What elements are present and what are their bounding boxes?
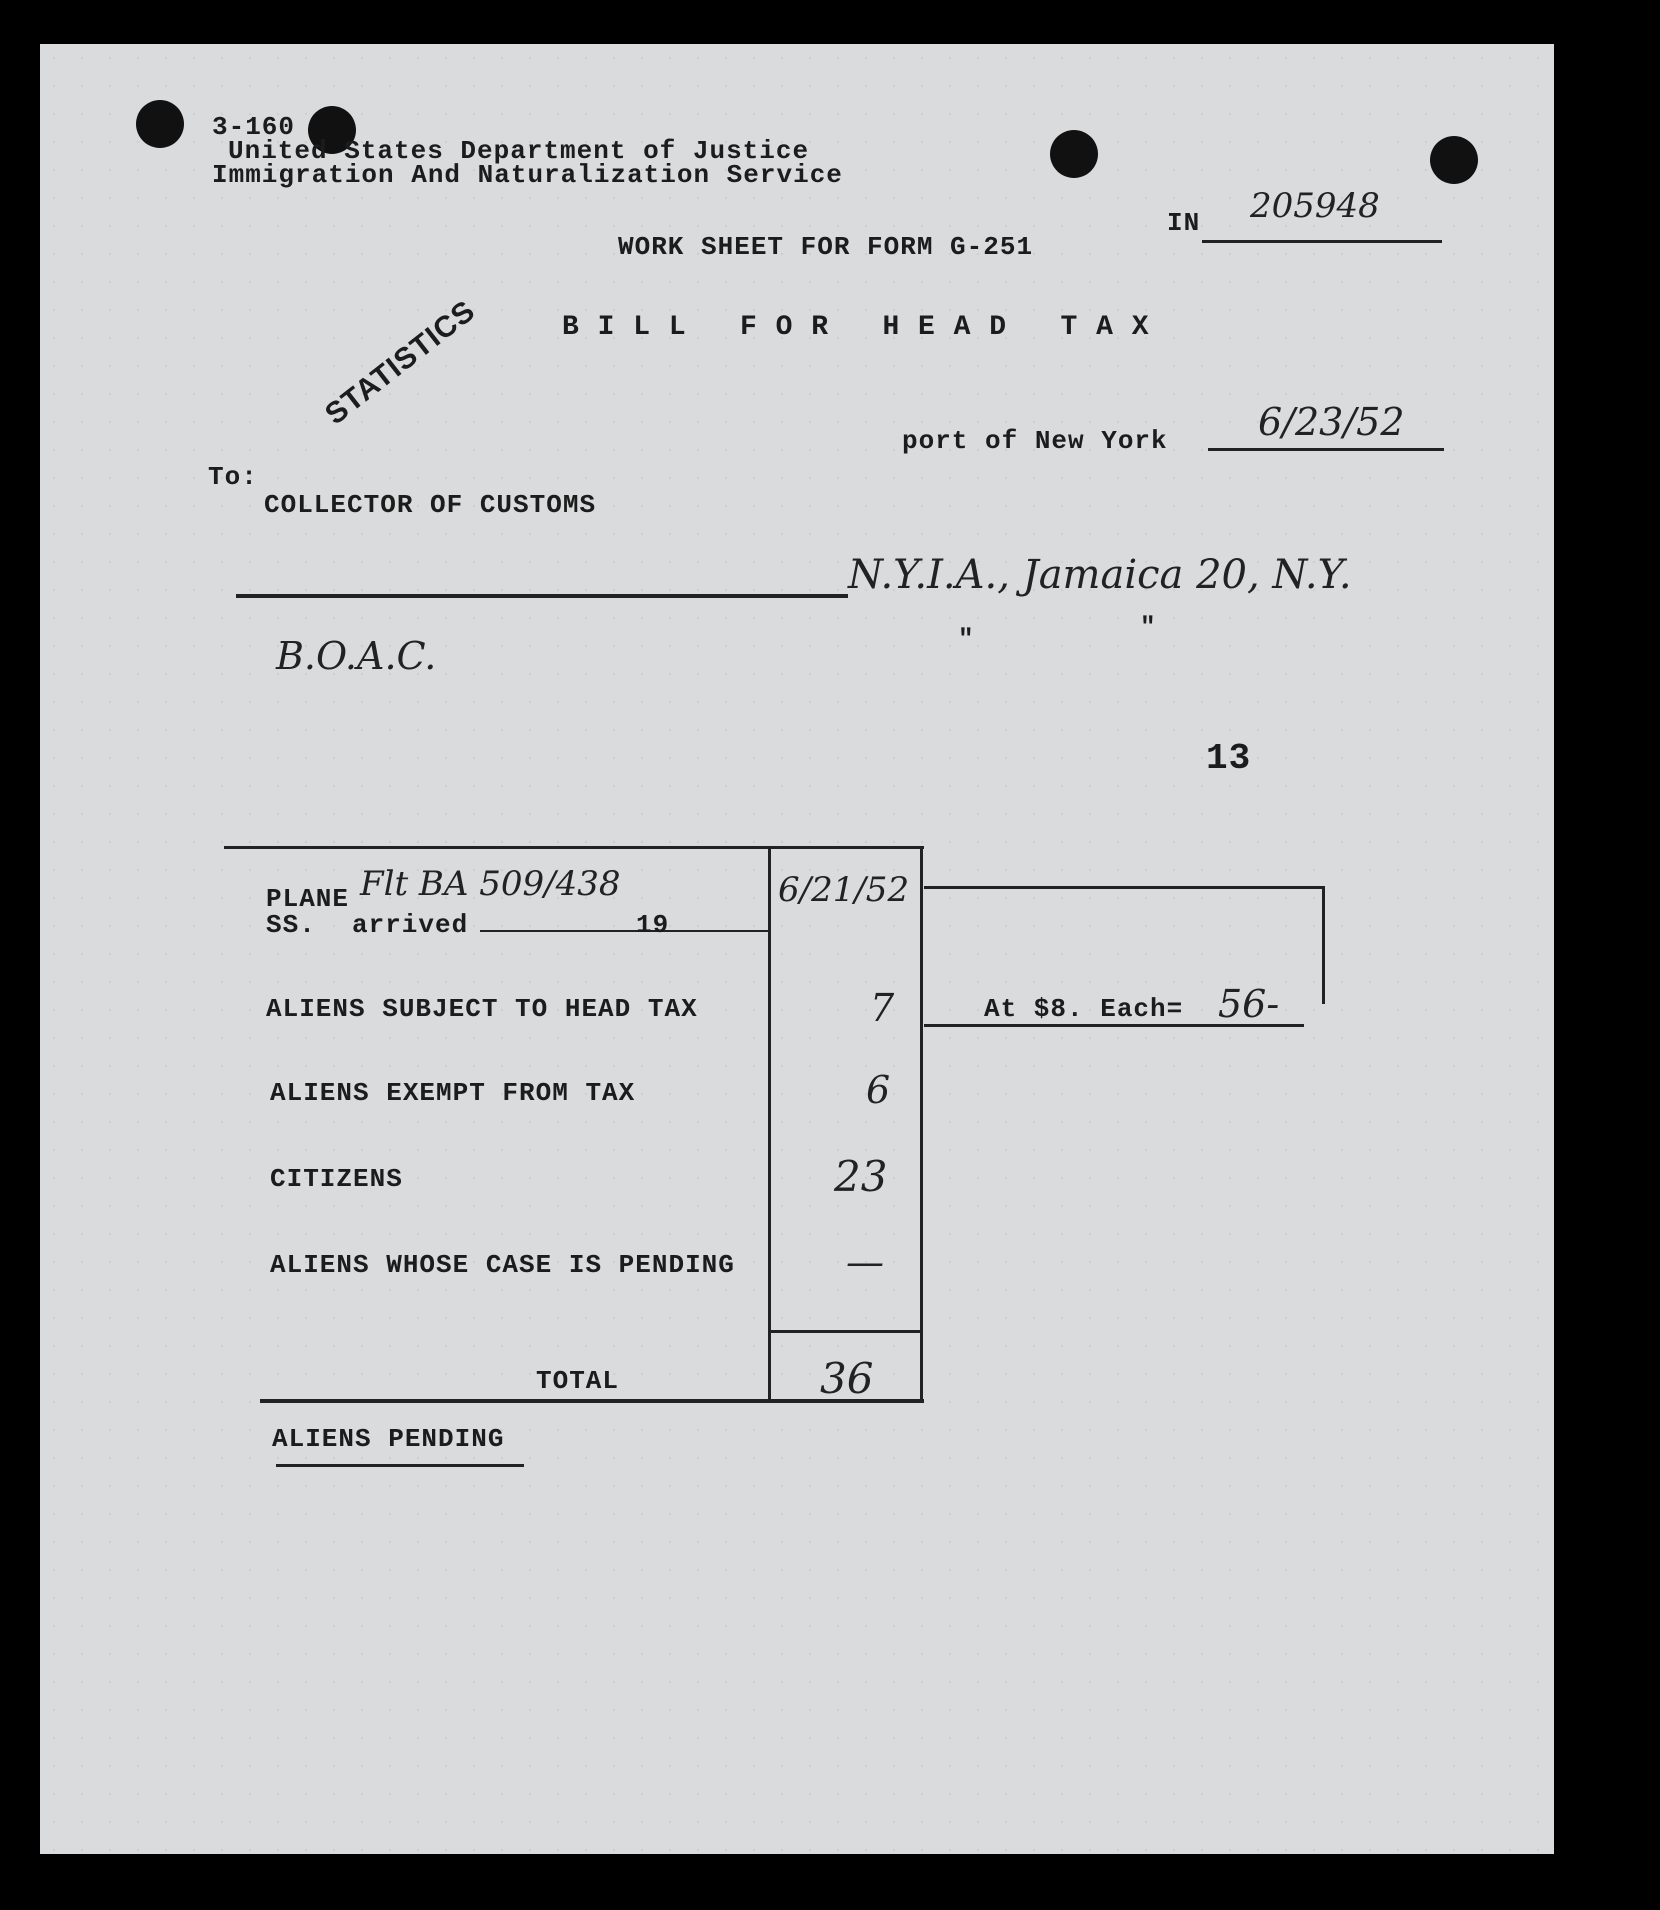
row-value-pending: — (846, 1240, 884, 1284)
row-value-exempt: 6 (866, 1068, 891, 1112)
collector-label: COLLECTOR OF CUSTOMS (264, 490, 597, 520)
plane-flight: Flt BA 509/438 (360, 864, 621, 904)
rate-amount: 56- (1218, 982, 1280, 1026)
table-top-border (224, 846, 924, 849)
bill-title: B I L L F O R H E A D T A X (562, 312, 1150, 343)
row-value-subject-to-tax: 7 (870, 986, 895, 1030)
aliens-pending-label: ALIENS PENDING (272, 1424, 505, 1454)
carrier-name: B.O.A.C. (276, 634, 437, 678)
page-number-13: 13 (1206, 738, 1252, 779)
row-label-exempt: ALIENS EXEMPT FROM TAX (270, 1078, 636, 1108)
total-label: TOTAL (536, 1366, 620, 1396)
in-number-underline (1202, 240, 1442, 243)
statistics-stamp: STATISTICS (319, 294, 482, 432)
service-name: Immigration And Naturalization Service (212, 160, 843, 190)
table-column-divider (768, 846, 771, 1401)
in-label: IN (1167, 208, 1201, 238)
ditto-mark: " (958, 624, 975, 654)
punch-hole (1430, 136, 1478, 184)
port-date: 6/23/52 (1258, 400, 1405, 444)
rate-box-right (1322, 886, 1325, 1004)
aliens-pending-underline (276, 1464, 524, 1467)
row-label-citizens: CITIZENS (270, 1164, 403, 1194)
department-name: United States Department of Justice (228, 136, 810, 166)
plane-label: PLANE (266, 884, 350, 914)
arrived-underline (480, 930, 768, 932)
plane-arrival-date: 6/21/52 (778, 870, 910, 910)
row-label-subject-to-tax: ALIENS SUBJECT TO HEAD TAX (266, 994, 698, 1024)
total-value: 36 (820, 1354, 874, 1403)
form-number: 3-160 (212, 112, 296, 142)
arrived-label: arrived (352, 910, 469, 940)
year-prefix: 19 (636, 910, 670, 940)
port-label: port of New York (902, 426, 1168, 456)
total-separator (768, 1330, 923, 1333)
row-value-citizens: 23 (834, 1152, 888, 1201)
row-label-pending: ALIENS WHOSE CASE IS PENDING (270, 1250, 735, 1280)
to-label: To: (208, 462, 258, 492)
in-number: 205948 (1250, 186, 1380, 226)
port-date-underline (1208, 448, 1444, 451)
rate-text: At $8. Each= (984, 994, 1184, 1024)
table-right-border (920, 846, 923, 1401)
address-line (236, 594, 848, 598)
worksheet-title: WORK SHEET FOR FORM G-251 (618, 232, 1034, 262)
ditto-mark: " (1140, 612, 1157, 642)
punch-hole (1050, 130, 1098, 178)
ss-label: SS. (266, 910, 316, 940)
address-handwritten: N.Y.I.A., Jamaica 20, N.Y. (848, 552, 1352, 598)
punch-hole (136, 100, 184, 148)
document-page (40, 44, 1554, 1854)
rate-box-top (924, 886, 1324, 889)
